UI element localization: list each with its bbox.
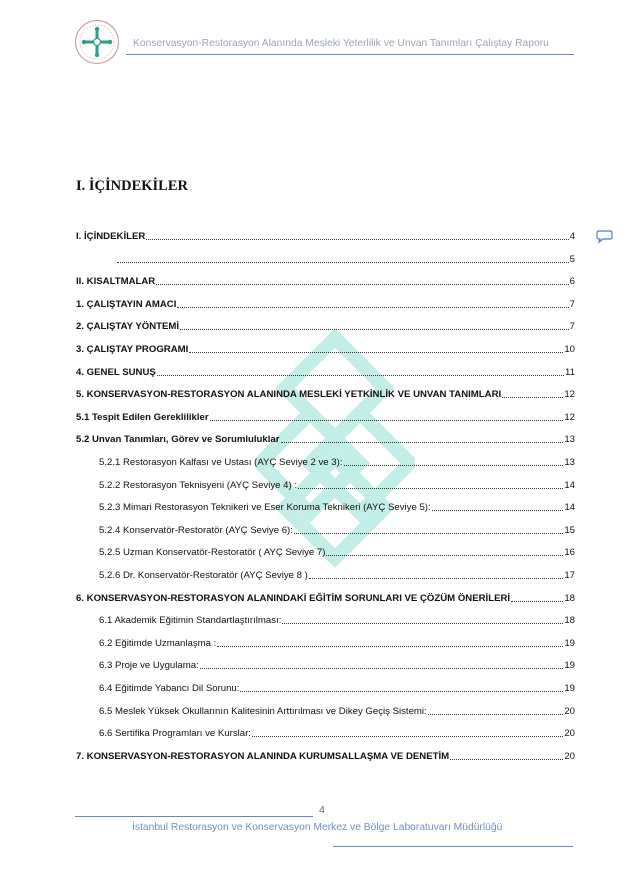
toc-leader-dots	[344, 464, 564, 466]
toc-entry-page: 19	[564, 637, 575, 649]
toc-entry[interactable]	[76, 297, 575, 311]
toc-entry-label: 3. ÇALIŞTAY PROGRAMI	[76, 344, 189, 355]
toc-entry[interactable]	[76, 432, 575, 446]
toc-entry[interactable]	[99, 545, 575, 559]
toc-entry-label: II. KISALTMALAR	[76, 276, 156, 288]
toc-entry-label: 7. KONSERVASYON-RESTORASYON ALANINDA KURUMSALLAŞMA VE DENETİM	[76, 750, 450, 762]
toc-entry[interactable]	[76, 591, 575, 605]
toc-entry-label: 4. GENEL SUNUŞ	[76, 366, 156, 378]
institution-logo-icon	[74, 19, 120, 65]
toc-entry[interactable]	[76, 342, 575, 356]
toc-leader-dots	[432, 509, 564, 511]
toc-entry[interactable]	[76, 749, 575, 763]
toc-entry[interactable]	[76, 387, 575, 401]
toc-entry-page: 13	[564, 434, 575, 446]
toc-leader-dots	[200, 667, 564, 669]
toc-entry-page: 13	[564, 457, 575, 468]
toc-leader-dots	[177, 306, 568, 308]
toc-entry-label: 5.2.2 Restorasyon Teknisyeni (AYÇ Seviye 4) :	[99, 479, 298, 491]
toc-leader-dots	[502, 396, 563, 398]
toc-entry-label: 5.1 Tespit Edilen Gereklilikler	[76, 411, 209, 423]
toc-entry[interactable]	[76, 319, 575, 333]
toc-entry-label: 6.3 Proje ve Uygulama:	[99, 660, 199, 672]
toc-entry-page: 4	[569, 231, 575, 242]
toc-entry[interactable]	[99, 523, 575, 537]
toc-entry-page: 7	[569, 321, 575, 333]
toc-leader-dots	[450, 758, 563, 760]
toc-entry[interactable]	[99, 568, 575, 582]
toc-entry-label: 6.6 Sertifika Programları ve Kurslar:	[99, 728, 251, 740]
toc-leader-dots	[326, 554, 563, 556]
toc-leader-dots	[240, 690, 563, 692]
toc-leader-dots	[511, 600, 563, 602]
toc-entry-label: 6.2 Eğitimde Uzmanlaşma :	[99, 637, 217, 649]
toc-entry[interactable]	[99, 455, 575, 469]
toc-entry[interactable]	[99, 478, 575, 492]
page-number: 4	[319, 804, 325, 816]
toc-entry-page: 11	[565, 366, 575, 378]
toc-leader-dots	[309, 577, 563, 579]
toc-entry[interactable]	[116, 252, 575, 266]
toc-entry-page: 10	[564, 344, 575, 355]
toc-entry-page: 20	[564, 728, 575, 740]
toc-entry[interactable]	[99, 704, 575, 718]
toc-leader-dots	[210, 419, 564, 421]
comment-icon[interactable]	[596, 230, 613, 244]
toc-entry[interactable]	[99, 681, 575, 695]
toc-entry[interactable]	[99, 636, 575, 650]
toc-leader-dots	[282, 622, 563, 624]
toc-entry[interactable]	[99, 658, 575, 672]
running-header: Konservasyon-Restorasyon Alanında Mesleki Yeterlilik ve Unvan Tanımları Çalıştay Raporu	[133, 38, 549, 49]
toc-entry[interactable]	[76, 365, 575, 379]
page-title: I. İÇİNDEKİLER	[76, 178, 188, 194]
toc-entry[interactable]	[76, 410, 575, 424]
toc-entry-page: 12	[564, 411, 575, 423]
toc-entry-label: 5.2 Unvan Tanımları, Görev ve Sorumluluklar	[76, 434, 280, 446]
header-rule	[126, 54, 574, 55]
toc-leader-dots	[156, 283, 568, 285]
toc-leader-dots	[146, 238, 568, 240]
toc-entry-page: 12	[564, 389, 575, 401]
toc-entry-label: 6.4 Eğitimde Yabancı Dil Sorunu:	[99, 683, 240, 694]
toc-entry[interactable]	[99, 613, 575, 627]
toc-entry-page: 6	[569, 276, 575, 288]
toc-entry-label: 6. KONSERVASYON-RESTORASYON ALANINDAKİ EĞİTİM SORUNLARI VE ÇÖZÜM ÖNERİLERİ	[76, 592, 511, 604]
toc-entry-label: I. İÇİNDEKİLER	[76, 231, 146, 242]
toc-entry-label: 5.2.1 Restorasyon Kalfası ve Ustası (AYÇ Seviye 2 ve 3):	[99, 457, 343, 468]
toc-entry-label: 1. ÇALIŞTAYIN AMACI	[76, 298, 177, 310]
toc-leader-dots	[157, 374, 564, 376]
footer-rule-left	[75, 816, 313, 817]
toc-entry[interactable]	[99, 726, 575, 740]
toc-entry-page: 17	[564, 570, 575, 581]
toc-entry-label: 5.2.4 Konservatör-Restoratör (AYÇ Seviye 6):	[99, 524, 293, 536]
toc-entry-label: 6.1 Akademik Eğitimin Standartlaştırılması:	[99, 615, 282, 627]
toc-entry-page: 15	[564, 524, 575, 536]
toc-entry-label: 5.2.5 Uzman Konservatör-Restoratör ( AYÇ Seviye 7)	[99, 547, 326, 559]
toc-entry-label: 5. KONSERVASYON-RESTORASYON ALANINDA MESLEKİ YETKİNLİK VE UNVAN TANIMLARI	[76, 389, 502, 401]
toc-leader-dots	[217, 645, 563, 647]
toc-entry-page: 20	[564, 705, 575, 717]
toc-entry-page: 14	[564, 502, 575, 514]
toc-entry-page: 19	[564, 660, 575, 672]
toc-entry-label: 5.2.3 Mimari Restorasyon Teknikeri ve Eser Koruma Teknikeri (AYÇ Seviye 5):	[99, 502, 431, 514]
toc-leader-dots	[298, 487, 563, 489]
toc-entry-label: 6.5 Meslek Yüksek Okullarının Kalitesinin Arttırılması ve Dikey Geçiş Sistemi:	[99, 705, 427, 717]
footer-rule-right	[333, 846, 573, 847]
toc-entry-page: 14	[564, 479, 575, 491]
toc-entry-page: 18	[564, 615, 575, 627]
toc-entry-page: 18	[564, 592, 575, 604]
toc-entry-page: 7	[569, 298, 575, 310]
toc-leader-dots	[294, 532, 563, 534]
toc-entry[interactable]	[76, 274, 575, 288]
toc-entry[interactable]	[76, 229, 575, 243]
toc-leader-dots	[180, 328, 569, 330]
toc-leader-dots	[428, 713, 564, 715]
toc-entry-page: 5	[569, 253, 575, 265]
footer-institution: İstanbul Restorasyon ve Konservasyon Merkez ve Bölge Laboratuvarı Müdürlüğü	[132, 822, 503, 833]
toc-leader-dots	[117, 261, 569, 263]
toc-leader-dots	[252, 735, 563, 737]
toc-entry[interactable]	[99, 500, 575, 514]
toc-entry-label: 2. ÇALIŞTAY YÖNTEMİ	[76, 321, 180, 333]
toc-entry-page: 20	[564, 750, 575, 762]
toc-entry-page: 19	[564, 683, 575, 694]
toc-leader-dots	[281, 441, 564, 443]
toc-entry-label: 5.2.6 Dr. Konservatör-Restoratör (AYÇ Seviye 8 )	[99, 570, 308, 581]
toc-leader-dots	[189, 351, 563, 353]
toc-entry-page: 16	[564, 547, 575, 559]
